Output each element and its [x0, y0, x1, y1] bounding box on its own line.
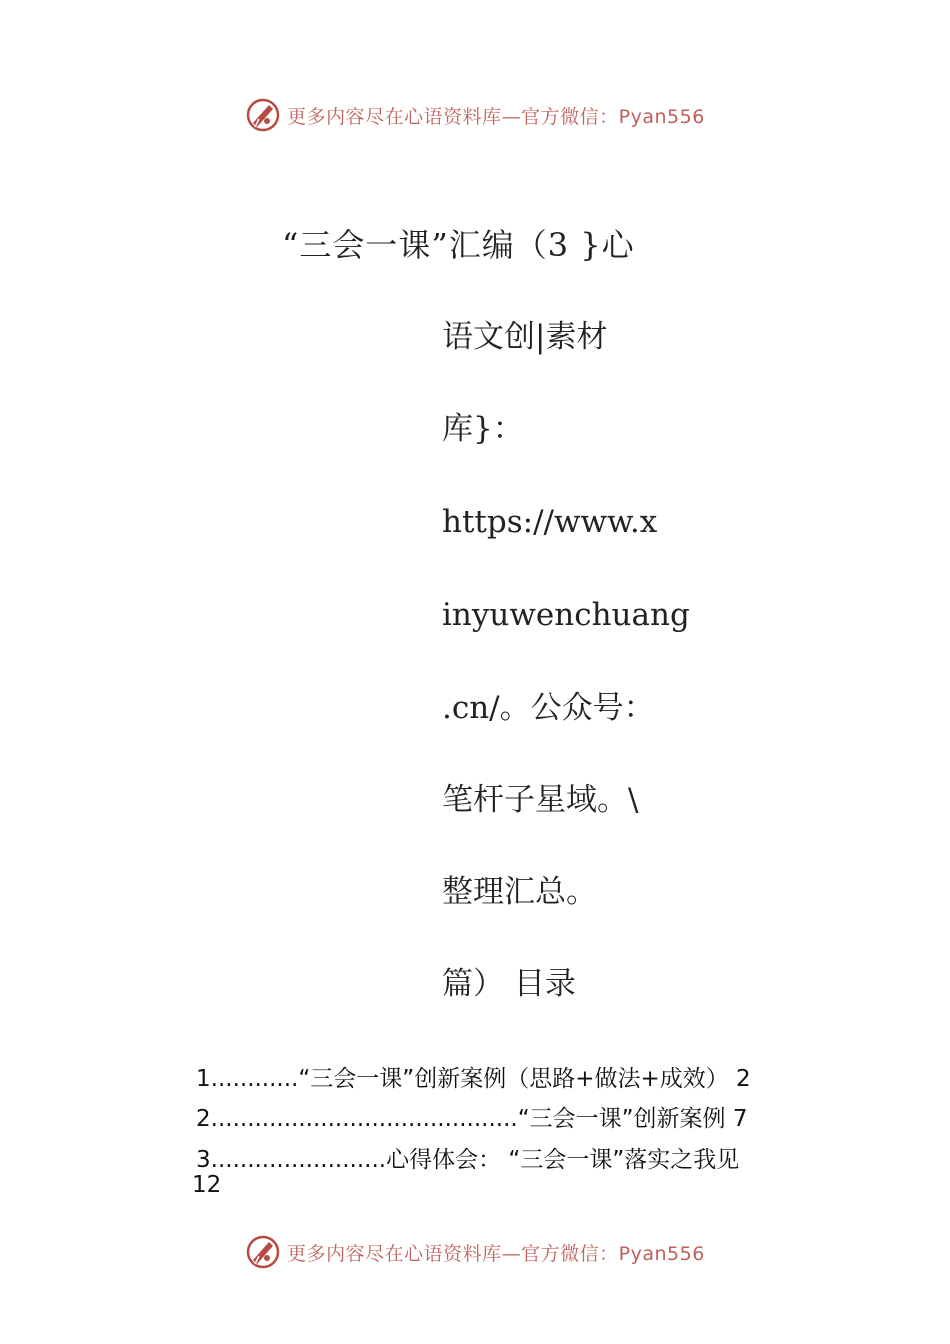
body-line-7: 整理汇总。	[442, 874, 597, 910]
body-line-2: 库}：	[442, 411, 524, 447]
footer-banner	[0, 1232, 950, 1272]
banner-label: 更多内容尽在心语资料库—官方微信：	[287, 1242, 619, 1265]
document-title: “三会一课”汇编（3 }心	[282, 226, 635, 264]
body-line-5: .cn/。公众号：	[442, 690, 655, 726]
toc-entry-3-page: 12	[192, 1172, 222, 1198]
pen-badge-icon	[245, 1234, 281, 1270]
banner-label: 更多内容尽在心语资料库—官方微信：	[287, 105, 619, 128]
header-banner	[0, 95, 950, 135]
body-line-6: 笔杆子星域。\	[442, 782, 639, 818]
banner-account: Pyan556	[618, 105, 705, 128]
banner-text	[287, 102, 705, 129]
body-line-4: inyuwenchuang	[442, 597, 690, 633]
toc-entry-2[interactable]: 2..........................................“三会一课”创新案例 7	[196, 1106, 748, 1132]
toc-entry-1[interactable]: 1............“三会一课”创新案例（思路+做法+成效） 2	[196, 1066, 751, 1092]
body-line-3: https://www.x	[442, 504, 658, 540]
toc-entry-3[interactable]: 3........................心得体会： “三会一课”落实之我见	[196, 1147, 740, 1173]
pen-badge-icon	[245, 97, 281, 133]
banner-text	[287, 1239, 705, 1266]
banner-account: Pyan556	[618, 1242, 705, 1265]
toc-heading: 篇） 目录	[442, 966, 576, 1002]
body-line-1: 语文创|素材	[442, 319, 608, 355]
